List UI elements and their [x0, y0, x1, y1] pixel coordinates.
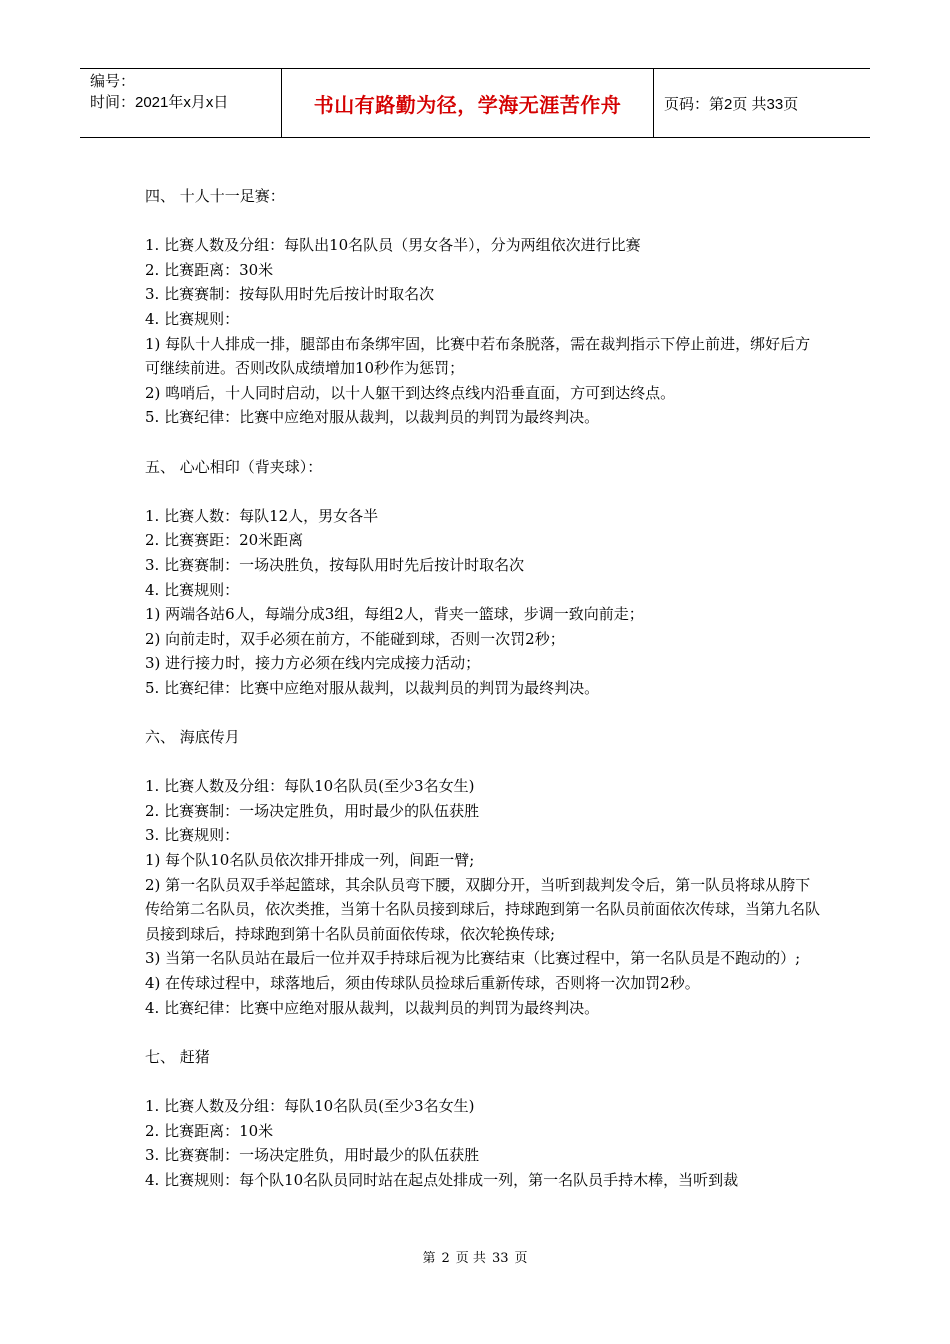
section-line: 1. 比赛人数及分组：每队10名队员(至少3名女生)	[145, 1096, 475, 1115]
footer-suffix: 页	[514, 1251, 528, 1266]
section-line: 2) 第一名队员双手举起篮球，其余队员弯下腰，双脚分开，当听到裁判发令后，第一队员将球从胯下传给第二名队员，依次类推，当第十名队员接到球后，持球跑到第一名队员前面依次传球，当第九名队员接到球后，持球跑到第十名队员前面依传球，依次轮换传球;	[145, 875, 821, 943]
section-line: 3. 比赛赛制：一场决胜负，按每队用时先后按计时取名次	[145, 555, 525, 574]
section-line: 1. 比赛人数及分组：每队10名队员(至少3名女生)	[145, 777, 475, 796]
section-line: 2. 比赛赛制：一场决定胜负，用时最少的队伍获胜	[145, 801, 480, 820]
header-page-cell	[654, 69, 870, 137]
section-line: 5. 比赛纪律：比赛中应绝对服从裁判，以裁判员的判罚为最终判决。	[145, 408, 600, 427]
section-line: 4. 比赛规则：每个队10名队员同时站在起点处排成一列，第一名队员手持木棒，当听到裁	[145, 1170, 739, 1189]
motto: 书山有路勤为径，学海无涯苦作舟	[313, 94, 622, 117]
section-line: 1) 每个队10名队员依次排开排成一列，间距一臂;	[145, 851, 475, 870]
section-title: 六、 海底传月	[145, 728, 240, 747]
section-line: 2) 鸣哨后，十人同时启动，以十人躯干到达终点线内沿垂直面，方可到达终点。	[145, 383, 676, 402]
section-line: 5. 比赛纪律：比赛中应绝对服从裁判，以裁判员的判罚为最终判决。	[145, 678, 600, 697]
section-line: 1. 比赛人数：每队12人，男女各半	[145, 506, 379, 525]
section-title: 七、 赶猪	[145, 1047, 210, 1066]
section-line: 3. 比赛赛制：按每队用时先后按计时取名次	[145, 285, 435, 304]
section-line: 3) 进行接力时，接力方必须在线内完成接力活动；	[145, 654, 481, 673]
section-line: 1. 比赛人数及分组：每队出10名队员（男女各半），分为两组依次进行比赛	[145, 236, 641, 255]
section-line: 2. 比赛赛距：20米距离	[145, 531, 304, 550]
time-label: 时间：2021年x月x日	[90, 94, 229, 111]
page-info: 页码：第2页 共33页	[664, 95, 799, 113]
document-body	[145, 184, 825, 1192]
footer-mid: 页 共	[455, 1251, 486, 1266]
footer-prefix: 第	[422, 1251, 436, 1266]
section-line: 4. 比赛纪律：比赛中应绝对服从裁判，以裁判员的判罚为最终判决。	[145, 998, 600, 1017]
section-line: 1) 两端各站6人，每端分成3组，每组2人，背夹一篮球，步调一致向前走；	[145, 605, 644, 624]
section-line: 4. 比赛规则：	[145, 309, 240, 328]
header-left-cell	[80, 69, 282, 137]
footer-current-page: 2	[441, 1251, 450, 1266]
section-line: 3) 当第一名队员站在最后一位并双手持球后视为比赛结束（比赛过程中，第一名队员是不跑动的）;	[145, 949, 801, 968]
section-line: 4) 在传球过程中，球落地后，须由传球队员捡球后重新传球，否则将一次加罚2秒。	[145, 974, 700, 992]
section-line: 3. 比赛赛制：一场决定胜负，用时最少的队伍获胜	[145, 1146, 480, 1165]
section-title: 五、 心心相印（背夹球）：	[145, 457, 323, 476]
section-line: 3. 比赛规则：	[145, 826, 240, 845]
page-footer	[0, 1247, 950, 1266]
section-line: 2. 比赛距离：30米	[145, 260, 274, 279]
section-line: 2) 向前走时，双手必须在前方，不能碰到球，否则一次罚2秒；	[145, 629, 565, 648]
section-line: 4. 比赛规则：	[145, 580, 240, 599]
footer-total-pages: 33	[491, 1251, 509, 1266]
header-motto-cell	[282, 69, 654, 137]
number-label: 编号：	[90, 73, 136, 90]
page-header	[80, 68, 870, 138]
section-line: 2. 比赛距离：10米	[145, 1121, 274, 1140]
section-line: 1) 每队十人排成一排，腿部由布条绑牢固，比赛中若布条脱落，需在裁判指示下停止前进，绑好后方可继续前进。否则改队成绩增加10秒作为惩罚；	[145, 334, 811, 378]
section-title: 四、 十人十一足赛：	[145, 187, 285, 205]
